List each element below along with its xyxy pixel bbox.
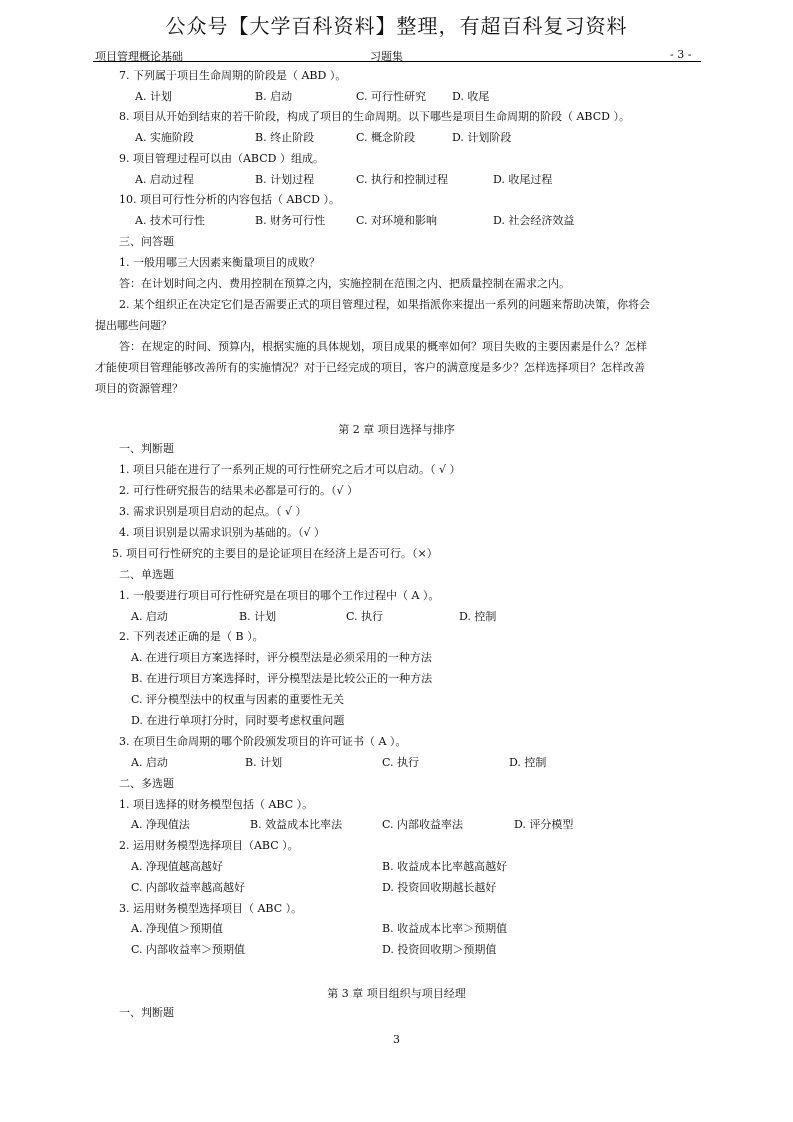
page-number: 3: [393, 1033, 400, 1046]
option-c: C. 内部收益率＞预期值: [131, 943, 246, 956]
qa-answer-1: 答：在计划时间之内、费用控制在预算之内，实施控制在范围之内、把质量控制在需求之内。: [119, 277, 570, 290]
qa-answer-2-cont: 项目的资源管理？: [95, 382, 183, 395]
header-course-title: 项目管理概论基础: [95, 50, 183, 63]
option-a: A. 启动: [131, 756, 168, 769]
option-d: D. 计划阶段: [452, 131, 512, 144]
question-8: 8. 项目从开始到结束的若干阶段，构成了项目的生命周期。以下哪些是项目生命周期的阶段（ ABCD ）。: [119, 110, 630, 123]
option-d: D. 社会经济效益: [493, 214, 575, 227]
question-7: 7. 下列属于项目生命周期的阶段是（ ABD ）。: [119, 69, 347, 82]
option-a: A. 计划: [135, 90, 172, 103]
chapter-2-title: 第 2 章 项目选择与排序: [338, 423, 455, 436]
header-page-label: - 3 -: [670, 48, 692, 61]
option-a: A. 实施阶段: [135, 131, 194, 144]
sc-question-1: 1. 一般要进行项目可行性研究是在项目的哪个工作过程中（ A ）。: [119, 589, 440, 602]
option-d: D. 投资回收期越长越好: [382, 881, 497, 894]
option-d: D. 投资回收期＞预期值: [382, 943, 497, 956]
option-d: D. 控制: [509, 756, 547, 769]
option-a: A. 净现值法: [131, 818, 190, 831]
sc-question-2: 2. 下列表述正确的是（ B ）。: [119, 630, 264, 643]
section-heading: 二、单选题: [119, 568, 174, 581]
tf-item-2: 2. 可行性研究报告的结果未必都是可行的。（√ ）: [119, 484, 358, 497]
option-b: B. 终止阶段: [255, 131, 315, 144]
option-d: D. 评分模型: [514, 818, 574, 831]
section-heading: 一、判断题: [119, 1006, 174, 1019]
header-section-title: 习题集: [370, 50, 403, 63]
qa-answer-2-cont: 才能使项目管理能够改善所有的实施情况？对于已经完成的项目，客户的满意度是多少？怎样选择项目？怎样改善: [95, 361, 645, 374]
option-b: B. 在进行项目方案选择时，评分模型法是比较公正的一种方法: [131, 672, 433, 685]
tf-item-1: 1. 项目只能在进行了一系列正规的可行性研究之后才可以启动。（ √ ）: [119, 463, 461, 476]
option-c: C. 执行: [382, 756, 420, 769]
section-heading: 一、判断题: [119, 442, 174, 455]
tf-item-4: 4. 项目识别是以需求识别为基础的。（√ ）: [119, 526, 325, 539]
option-c: C. 对环境和影响: [356, 214, 438, 227]
option-a: A. 启动: [131, 610, 168, 623]
header-rule: [93, 61, 701, 62]
option-d: D. 收尾过程: [493, 173, 553, 186]
section-heading: 三、问答题: [119, 235, 174, 248]
sc-question-3: 3. 在项目生命周期的哪个阶段颁发项目的许可证书（ A ）。: [119, 735, 407, 748]
option-c: C. 内部收益率法: [382, 818, 464, 831]
section-heading: 二、多选题: [119, 777, 174, 790]
option-c: C. 评分模型法中的权重与因素的重要性无关: [131, 693, 345, 706]
mc-question-1: 1. 项目选择的财务模型包括（ ABC ）。: [119, 798, 314, 811]
option-b: B. 计划过程: [255, 173, 315, 186]
qa-question-2: 2. 某个组织正在决定它们是否需要正式的项目管理过程，如果指派你来提出一系列的问题来帮助决策，你将会: [119, 298, 650, 311]
option-b: B. 计划: [239, 610, 277, 623]
option-c: C. 可行性研究: [356, 90, 427, 103]
option-c: C. 概念阶段: [356, 131, 416, 144]
tf-item-3: 3. 需求识别是项目启动的起点。（ √ ）: [119, 505, 307, 518]
option-d: D. 在进行单项打分时，同时要考虑权重问题: [131, 714, 345, 727]
option-b: B. 收益成本比率＞预期值: [382, 922, 508, 935]
option-b: B. 效益成本比率法: [250, 818, 343, 831]
qa-answer-2: 答：在规定的时间、预算内，根据实施的具体规划，项目成果的概率如何？项目失败的主要因素是什么？怎样: [119, 340, 647, 353]
option-d: D. 收尾: [452, 90, 490, 103]
option-a: A. 技术可行性: [135, 214, 205, 227]
chapter-3-title: 第 3 章 项目组织与项目经理: [327, 987, 466, 1000]
option-c: C. 执行: [346, 610, 384, 623]
question-10: 10. 项目可行性分析的内容包括（ ABCD ）。: [119, 193, 340, 206]
qa-question-1: 1. 一般用哪三大因素来衡量项目的成败？: [119, 256, 320, 269]
option-a: A. 在进行项目方案选择时，评分模型法是必须采用的一种方法: [131, 651, 432, 664]
mc-question-3: 3. 运用财务模型选择项目（ ABC ）。: [119, 902, 303, 915]
option-a: A. 净现值＞预期值: [131, 922, 223, 935]
qa-question-2-cont: 提出哪些问题？: [95, 319, 172, 332]
option-b: B. 启动: [255, 90, 293, 103]
option-d: D. 控制: [459, 610, 497, 623]
option-c: C. 内部收益率越高越好: [131, 881, 246, 894]
tf-item-5: 5. 项目可行性研究的主要目的是论证项目在经济上是否可行。（×）: [112, 547, 438, 560]
watermark-banner: 公众号【大学百科资料】整理，有超百科复习资料: [165, 14, 628, 38]
mc-question-2: 2. 运用财务模型选择项目（ABC ）。: [119, 839, 299, 852]
option-b: B. 财务可行性: [255, 214, 326, 227]
option-b: B. 计划: [245, 756, 283, 769]
option-c: C. 执行和控制过程: [356, 173, 449, 186]
option-a: A. 启动过程: [135, 173, 194, 186]
option-a: A. 净现值越高越好: [131, 860, 223, 873]
question-9: 9. 项目管理过程可以由（ABCD ）组成。: [119, 152, 324, 165]
option-b: B. 收益成本比率越高越好: [382, 860, 508, 873]
